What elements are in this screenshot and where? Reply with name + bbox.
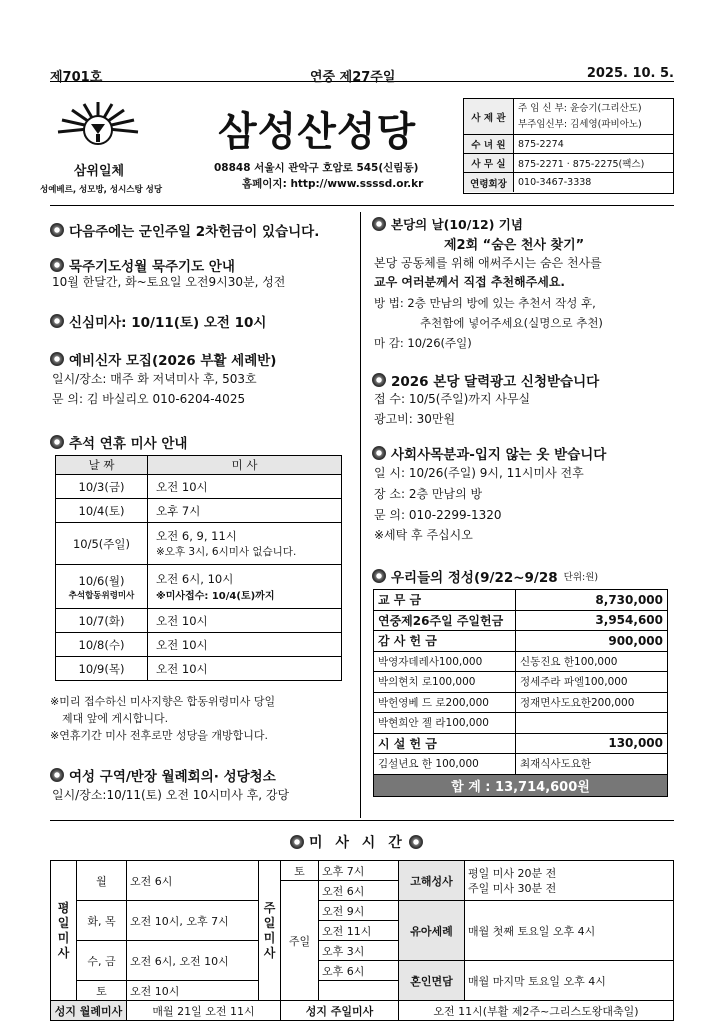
header-divider [50, 205, 674, 206]
bullet-icon [372, 569, 386, 583]
table-row: 오후 6시 혼인면담 매월 마지막 토요일 오후 4시 [51, 961, 674, 981]
schedule-divider [50, 820, 674, 821]
table-row: 10/3(금) 오전 10시 [56, 475, 342, 499]
bullet-icon [50, 768, 64, 782]
baptism-label: 유아세례 [399, 901, 465, 961]
mass-schedule-title: 미 사 시 간 [290, 832, 428, 852]
col-mass: 미 사 [148, 456, 342, 475]
convent-label: 수 녀 원 [464, 135, 514, 153]
clothes-place: 장 소: 2층 만남의 방 [374, 487, 483, 501]
confession-label: 고해성사 [399, 861, 465, 901]
table-row: 평일미사 월 오전 6시 주일미사 토 오후 7시 고해성사 평일 미사 20분 전 주일 미사 30분 전 [51, 861, 674, 881]
bullet-icon [50, 314, 64, 328]
table-row: 10/5(주일) 오전 6, 9, 11시 ※오후 3시, 6시미사 없습니다. [56, 523, 342, 565]
mass-schedule-table: 평일미사 월 오전 6시 주일미사 토 오후 7시 고해성사 평일 미사 20분 전 주일 미사 30분 전 주일 오전 6시 화, 목 오전 10시, 오후 7시 오전 9시 유아세례 매월 첫째 토요일 오후 4시 오전 11시 수, 금 오전 6시, 오전 10시 오후 3시 오후 6시 혼인면담 매월 마지막 토요일 오후 4시 토 오전 10시 성지 월례미사 매월 21일 오전 11시 성지 주일미사 오전 11시(부활 제2주~그리스도왕대축일) [50, 860, 674, 1021]
address: 08848 서울시 관악구 호암로 545(신림동) [214, 162, 419, 174]
column-divider [360, 212, 361, 818]
note-requests: ※미리 접수하신 미사지향은 합동위령미사 당일 제대 앞에 게시합니다. ※연휴기간 미사 전후로만 성당을 개방합니다. [50, 695, 276, 742]
trinity-title: 삼위일체 [73, 164, 125, 179]
bullet-icon [50, 258, 64, 272]
table-row: 감 사 헌 금 900,000 [374, 631, 668, 652]
women-meeting-text: 일시/장소:10/11(토) 오전 10시미사 후, 강당 [52, 788, 290, 802]
parish-logo-icon [54, 100, 142, 156]
issue-date: 2025. 10. 5. [586, 66, 674, 81]
offering-unit: 단위:원) [563, 572, 599, 583]
homepage-label: 홈페이지: [242, 178, 287, 190]
parish-day-method: 방 법: 2층 만남의 방에 있는 추천서 작성 후, [374, 296, 596, 310]
office-phone: 875-2271 · 875-2275(팩스) [518, 159, 645, 170]
table-row: 화, 목 오전 10시, 오후 7시 오전 9시 유아세례 매월 첫째 토요일 오후 4시 [51, 901, 674, 921]
notice-military-sunday: 다음주에는 군인주일 2차헌금이 있습니다. [50, 220, 319, 240]
assistant-pastor: 부주임신부: 김세영(파비아노) [518, 118, 642, 130]
bullet-icon [50, 223, 64, 237]
address-block [214, 160, 454, 192]
bullet-icon [50, 352, 64, 366]
office-label: 사 무 실 [464, 154, 514, 172]
table-row: 10/4(토) 오후 7시 [56, 499, 342, 523]
calendar-ad-fee: 광고비: 30만원 [374, 412, 456, 426]
parish-day-heading: 본당의 날(10/12) 기념 [372, 215, 523, 233]
shrine-mass-row: 성지 월례미사 매월 21일 오전 11시 성지 주일미사 오전 11시(부활 제2주~그리스도왕대축일) [51, 1001, 674, 1021]
weekday-mass-label: 평일미사 [51, 861, 77, 1001]
catechumen-contact: 문 의: 김 바실리오 010-6204-4025 [52, 392, 246, 406]
header-strip [50, 66, 674, 85]
clothes-note: ※세탁 후 주십시오 [374, 528, 473, 542]
calendar-ad-reception: 접 수: 10/5(주일)까지 사무실 [374, 392, 531, 406]
hidden-angel-title: 제2회 “숨은 천사 찾기” [444, 238, 585, 253]
catechumen-heading: 예비신자 모집(2026 부활 세례반) [50, 349, 276, 369]
council-label: 연령회장 [464, 173, 514, 192]
homepage-link[interactable]: http://www.ssssd.or.kr [290, 178, 424, 190]
table-row: 10/8(수) 오전 10시 [56, 633, 342, 657]
women-meeting-heading: 여성 구역/반장 월례회의· 성당청소 [50, 765, 276, 785]
clothes-heading: 사회사목분과-입지 않는 옷 받습니다 [372, 443, 606, 463]
rectory-label: 사 제 관 [464, 99, 514, 134]
table-row: 시 설 헌 금 130,000 [374, 733, 668, 754]
convent-phone: 875-2274 [518, 138, 564, 150]
parish-day-l1: 본당 공동체를 위해 애써주시는 숨은 천사를 [374, 256, 602, 270]
table-row: 교 무 금 8,730,000 [374, 590, 668, 611]
offering-table [373, 589, 668, 797]
bullet-icon [372, 373, 386, 387]
devotional-mass: 신심미사: 10/11(토) 오전 10시 [50, 311, 266, 331]
parish-day-deadline: 마 감: 10/26(주일) [374, 336, 472, 350]
catechumen-place: 일시/장소: 매주 화 저녁미사 후, 503호 [52, 372, 257, 386]
calendar-ad-heading: 2026 본당 달력광고 신청받습니다 [372, 370, 599, 390]
bullet-icon [372, 217, 386, 231]
offering-total-row: 합 계 : 13,714,600원 [374, 774, 668, 796]
pastor: 주 임 신 부: 윤승기(그리산도) [518, 102, 642, 114]
table-row: 박의현치 로100,000 정세주라 파엘100,000 [374, 672, 668, 693]
table-row: 주일 오전 6시 [51, 881, 674, 901]
contact-info-box [463, 98, 674, 194]
table-row: 박영자데레사100,000 신동진요 한100,000 [374, 651, 668, 672]
parish-day-l2: 교우 여러분께서 직접 추천해주세요. [374, 275, 565, 289]
trinity-subtitle: 성예베르, 성모방, 성시스탕 성당 [40, 185, 163, 195]
table-row: 10/7(화) 오전 10시 [56, 609, 342, 633]
offering-heading: 우리들의 정성(9/22~9/28 단위:원) [372, 566, 598, 586]
chuseok-heading: 추석 연휴 미사 안내 [50, 432, 187, 452]
council-phone: 010-3467-3338 [518, 177, 592, 188]
bullet-icon [290, 835, 304, 849]
table-row: 박현희안 젤 라100,000 [374, 713, 668, 734]
clothes-contact: 문 의: 010-2299-1320 [374, 508, 502, 522]
bullet-icon [372, 446, 386, 460]
issue-number: 제701호 [50, 70, 103, 85]
rosary-heading: 묵주기도성월 묵주기도 안내 [50, 255, 235, 275]
trinity-label-block [40, 160, 163, 195]
col-date: 날 짜 [56, 456, 148, 475]
sunday-mass-label: 주일미사 [259, 861, 281, 1001]
rosary-text: 10월 한달간, 화~토요일 오전9시30분, 성전 [52, 275, 286, 289]
parish-title: 삼성산성당 [218, 109, 417, 155]
table-row: 연중제26주일 주일헌금 3,954,600 [374, 610, 668, 631]
liturgical-week: 연중 제27주일 [310, 70, 396, 85]
table-row: 수, 금 오전 6시, 오전 10시 오후 3시 [51, 941, 674, 961]
marriage-label: 혼인면담 [399, 961, 465, 1001]
bullet-icon [50, 435, 64, 449]
chuseok-mass-table [55, 455, 342, 681]
parish-day-method2: 추천함에 넣어주세요(실명으로 추천) [420, 316, 603, 330]
table-row: 10/6(월) 추석합동위령미사 오전 6시, 10시 ※미사접수: 10/4(토)까지 [56, 565, 342, 609]
bullet-icon [409, 835, 423, 849]
table-row: 오전 11시 [51, 921, 674, 941]
clothes-time: 일 시: 10/26(주일) 9시, 11시미사 전후 [374, 466, 584, 480]
table-row: 김설년요 한 100,000 최재식사도요한 [374, 754, 668, 775]
table-row: 박헌영베 드 로200,000 정재면사도요한200,000 [374, 692, 668, 713]
table-row: 10/9(목) 오전 10시 [56, 657, 342, 681]
